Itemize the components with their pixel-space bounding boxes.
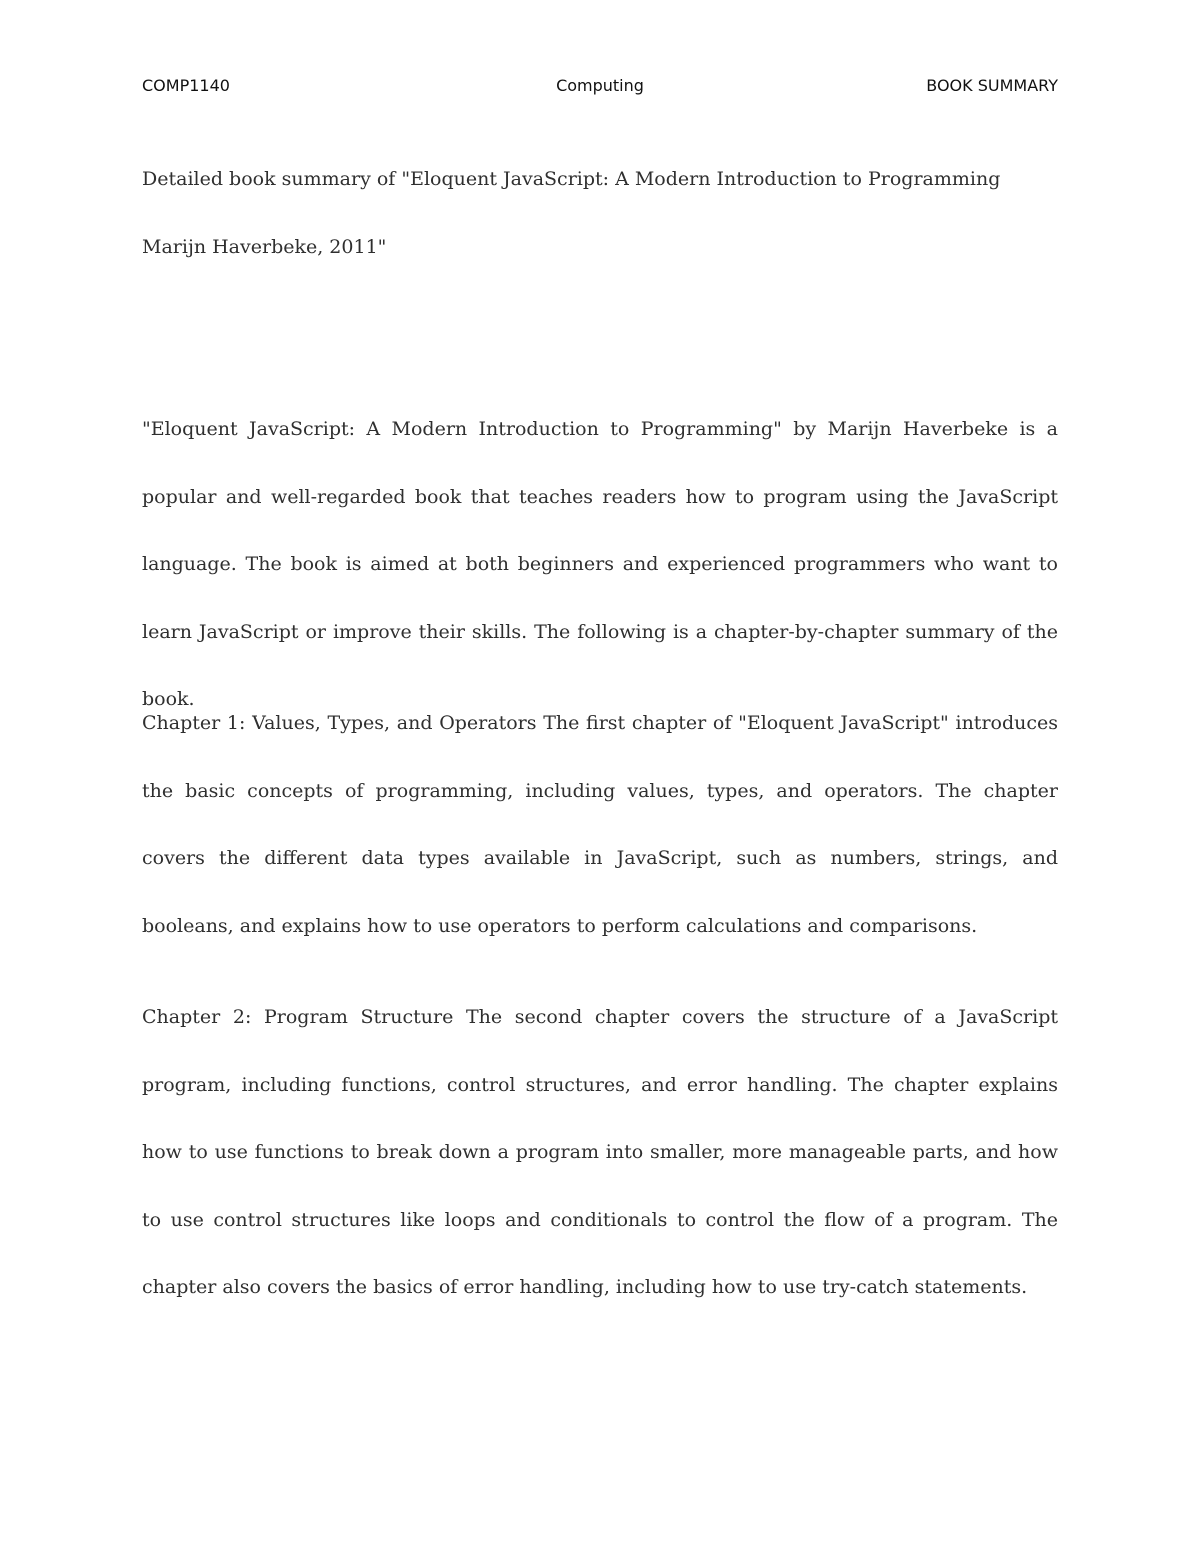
document-title-paragraph: Detailed book summary of "Eloquent JavaScript: A Modern Introduction to Programming Marijn Haverbeke, 2011": [142, 168, 1001, 258]
chapter-1-paragraph: Chapter 1: Values, Types, and Operators The first chapter of "Eloquent JavaScript" introduces the basic concepts of programming, including values, types, and operators. The chapter covers the different data types available in JavaScript, such as numbers, strings, and booleans, and explains how to use operators to perform calculations and comparisons.: [142, 712, 1058, 937]
header-doc-type: BOOK SUMMARY: [926, 76, 1058, 95]
header-course-code: COMP1140: [142, 76, 230, 95]
header-subject: Computing: [556, 76, 644, 95]
page-header: [142, 72, 1058, 100]
intro-paragraph: "Eloquent JavaScript: A Modern Introduction to Programming" by Marijn Haverbeke is a popular and well-regarded book that teaches readers how to program using the JavaScript language. The book is aimed at both beginners and experienced programmers who want to learn JavaScript or improve their skills. The following is a chapter-by-chapter summary of the book.: [142, 418, 1058, 710]
chapter-2-paragraph: Chapter 2: Program Structure The second chapter covers the structure of a JavaScript program, including functions, control structures, and error handling. The chapter explains how to use functions to break down a program into smaller, more manageable parts, and how to use control structures like loops and conditionals to control the flow of a program. The chapter also covers the basics of error handling, including how to use try-catch statements.: [142, 1006, 1058, 1298]
